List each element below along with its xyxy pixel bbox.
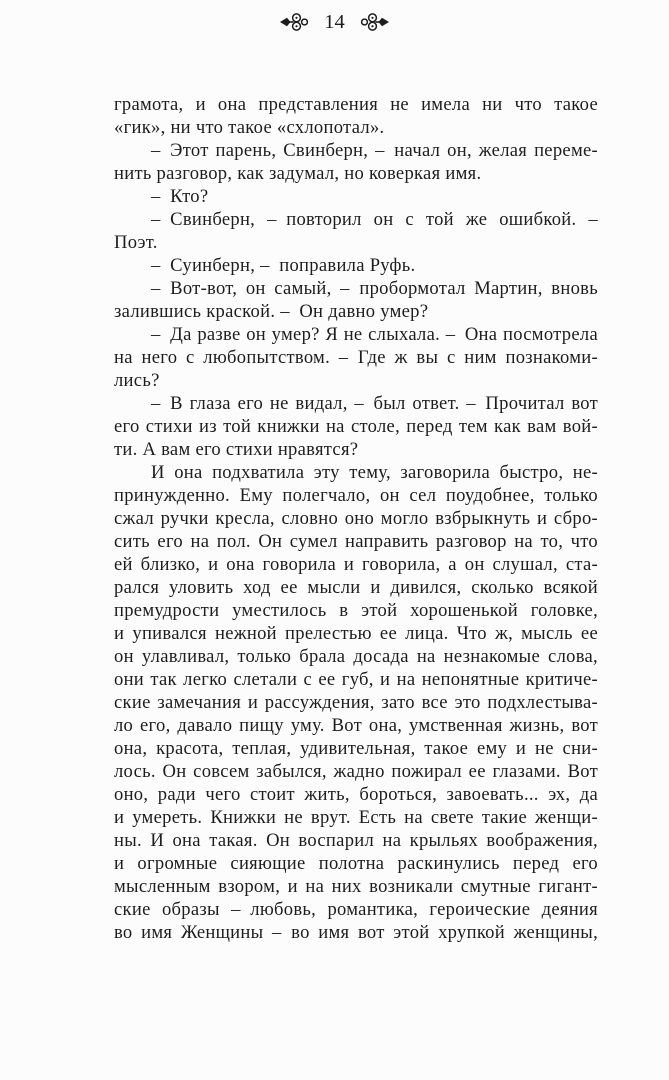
text-line: и умереть. Книжки не врут. Есть на свете такие женщи- (114, 807, 598, 828)
text-line: его стихи из той книжки на столе, перед тем как вам вой- (114, 416, 598, 437)
text-line: Поэт. (114, 232, 158, 253)
page-number: 14 (324, 11, 345, 33)
text-line: ны. И она такая. Он воспарил на крыльях воображения, (114, 830, 598, 851)
text-line: – Свинберн, – повторил он с той же ошибкой. – (151, 209, 598, 230)
text-line: – Кто? (151, 186, 209, 207)
text-line: ти. А вам его стихи нравятся? (114, 439, 359, 460)
text-line: она, красота, теплая, удивительная, такое ему и не сни- (114, 738, 598, 759)
text-line: лось. Он совсем забылся, жадно пожирал ее глазами. Вот (114, 761, 598, 782)
text-line: сжал ручки кресла, словно оно могло взбрыкнуть и сбро- (114, 508, 598, 529)
text-line: – В глаза его не видал, – был ответ. – Прочитал вот (151, 393, 598, 414)
text-line: и огромные сияющие полотна раскинулись перед его (114, 853, 598, 874)
text-line: грамота, и она представления не имела ни что такое (114, 94, 598, 115)
text-line: премудрости уместилось в этой хорошенькой головке, (114, 600, 598, 621)
text-line: они так легко слетали с ее губ, и на непонятные критиче- (114, 669, 598, 690)
text-line: принужденно. Ему полегчало, он сел поудобнее, только (114, 485, 598, 506)
text-line: – Суинберн, – поправила Руфь. (151, 255, 416, 276)
text-line: сить его на пол. Он сумел направить разговор на то, что (114, 531, 598, 552)
text-line: И она подхватила эту тему, заговорила быстро, не- (151, 462, 598, 483)
text-line: во имя Женщины – во имя вот этой хрупкой женщины, (114, 922, 598, 943)
page-text (114, 93, 598, 944)
text-line: залившись краской. – Он давно умер? (114, 301, 429, 322)
text-line: ло его, давало пищу уму. Вот она, умственная жизнь, вот (114, 715, 598, 736)
text-line: лись? (114, 370, 160, 391)
text-line: мысленным взором, и на них возникали смутные гигант- (114, 876, 598, 897)
text-line: – Да разве он умер? Я не слыхала. – Она посмотрела (151, 324, 598, 345)
text-line: нить разговор, как задумал, но коверкая имя. (114, 163, 482, 184)
fleuron-left-icon (279, 11, 311, 33)
text-line: ские образы – любовь, романтика, героические деяния (114, 899, 598, 920)
folio (0, 11, 669, 33)
text-line: – Этот парень, Свинберн, – начал он, желая переме- (151, 140, 598, 161)
text-line: оно, ради чего стоит жить, бороться, завоевать... эх, да (114, 784, 598, 805)
fleuron-right-icon (358, 11, 390, 33)
text-line: «гик», ни что такое «схлопотал». (114, 117, 385, 138)
text-line: и упивался нежной прелестью ее лица. Что ж, мысль ее (114, 623, 598, 644)
text-line: на него с любопытством. – Где ж вы с ним познакоми- (114, 347, 598, 368)
text-line: рался уловить ход ее мысли и дивился, сколько всякой (114, 577, 598, 598)
text-line: – Вот-вот, он самый, – пробормотал Мартин, вновь (151, 278, 598, 299)
text-line: ей близко, и она говорила и говорила, а он слушал, ста- (114, 554, 598, 575)
text-line: он улавливал, только брала досада на незнакомые слова, (114, 646, 598, 667)
text-line: ские замечания и рассуждения, зато все это подхлестыва- (114, 692, 598, 713)
